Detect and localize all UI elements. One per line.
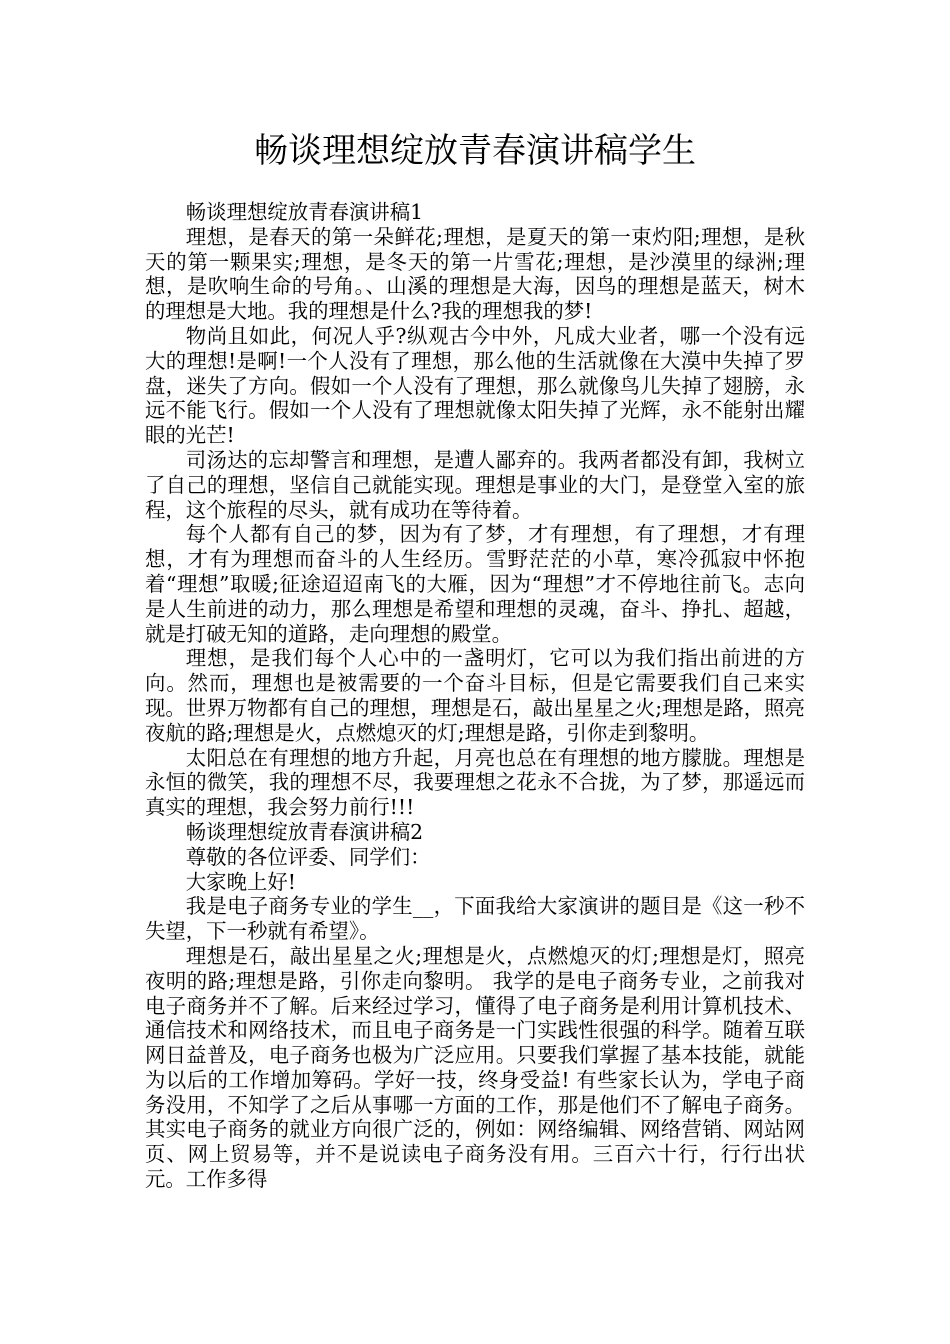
paragraph: 理想，是春天的第一朵鲜花;理想，是夏天的第一束灼阳;理想，是秋天的第一颗果实;理想，是冬天的第一片雪花;理想，是沙漠里的绿洲;理想，是吹响生命的号角。、山溪的理想是大海，因鸟的理想是蓝天，树木的理想是大地。我的理想是什么?我的理想我的梦! bbox=[145, 224, 805, 324]
paragraph-heading-2: 畅谈理想绽放青春演讲稿2 bbox=[185, 819, 424, 844]
paragraph-greeting: 大家晚上好! bbox=[185, 869, 296, 894]
paragraph: 理想是石，敲出星星之火;理想是火，点燃熄灭的灯;理想是灯，照亮夜明的路;理想是路，引你走向黎明。 我学的是电子商务专业，之前我对电子商务并不了解。后来经过学习，懂得了电子商务是利用计算机技术、通信技术和网络技术，而且电子商务是一门实践性很强的科学。随着互联网日益普及，电子商务也极为广泛应用。只要我们掌握了基本技能，就能为以后的工作增加筹码。学好一技，终身受益! 有些家长认为，学电子商务没用，不知学了之后从事哪一方面的工作，那是他们不了解电子商务。其实电子商务的就业方向很广泛的，例如：网络编辑、网络营销、网站网页、网上贸易等，并不是说读电子商务没有用。三百六十行，行行出状元。工作多得 bbox=[145, 943, 805, 1192]
paragraph: 我是电子商务专业的学生__，下面我给大家演讲的题目是《这一秒不失望，下一秒就有希望》。 bbox=[145, 894, 805, 944]
paragraph: 物尚且如此，何况人乎?纵观古今中外，凡成大业者，哪一个没有远大的理想!是啊!一个人没有了理想，那么他的生活就像在大漠中失掉了罗盘，迷失了方向。假如一个人没有了理想，那么就像鸟儿失掉了翅膀，永远不能飞行。假如一个人没有了理想就像太阳失掉了光辉，永不能射出耀眼的光芒! bbox=[145, 323, 805, 448]
paragraph-heading-1: 畅谈理想绽放青春演讲稿1 bbox=[185, 200, 424, 224]
document-body bbox=[145, 200, 805, 1192]
paragraph-salutation: 尊敬的各位评委、同学们： bbox=[185, 844, 431, 869]
paragraph: 每个人都有自己的梦，因为有了梦，才有理想，有了理想，才有理想，才有为理想而奋斗的人生经历。雪野茫茫的小草，寒冷孤寂中怀抱着“理想”取暖;征途迢迢南飞的大雁，因为“理想”才不停地往前飞。志向是人生前进的动力，那么理想是希望和理想的灵魂，奋斗、挣扎、超越，就是打破无知的道路，走向理想的殿堂。 bbox=[145, 522, 805, 646]
paragraph: 太阳总在有理想的地方升起，月亮也总在有理想的地方朦胧。理想是永恒的微笑，我的理想不尽，我要理想之花永不合拢，为了梦，那遥远而真实的理想，我会努力前行!!! bbox=[145, 745, 805, 820]
paragraph: 司汤达的忘却警言和理想，是遭人鄙弃的。我两者都没有卸，我树立了自己的理想，坚信自己就能实现。理想是事业的大门，是登堂入室的旅程，这个旅程的尽头，就有成功在等待着。 bbox=[145, 447, 805, 522]
document-title: 畅谈理想绽放青春演讲稿学生 bbox=[254, 131, 696, 171]
paragraph: 理想，是我们每个人心中的一盏明灯，它可以为我们指出前进的方向。然而，理想也是被需要的一个奋斗目标，但是它需要我们自己来实现。世界万物都有自己的理想，理想是石，敲出星星之火;理想是路，照亮夜航的路;理想是火，点燃熄灭的灯;理想是路，引你走到黎明。 bbox=[145, 646, 805, 745]
